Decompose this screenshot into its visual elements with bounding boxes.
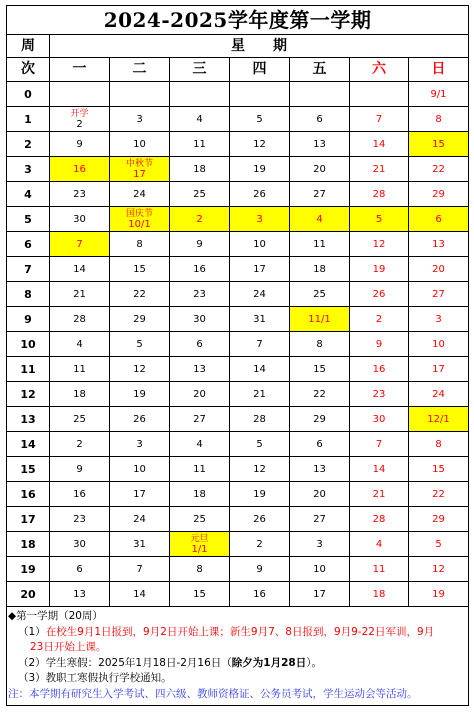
day-number: 1/1 bbox=[191, 543, 208, 555]
day-cell-sat: 2 bbox=[350, 307, 409, 332]
day-cell-sat: 18 bbox=[350, 582, 409, 607]
day-cell-thu: 21 bbox=[230, 382, 290, 407]
day-cell-sat: 14 bbox=[350, 132, 409, 157]
week-number: 11 bbox=[7, 357, 50, 382]
day-cell-tue: 14 bbox=[110, 582, 170, 607]
day-cell-thu: 3 bbox=[230, 207, 290, 232]
day-cell-thu: 28 bbox=[230, 407, 290, 432]
day-cell-tue: 26 bbox=[110, 407, 170, 432]
day-cell-fri: 6 bbox=[290, 107, 350, 132]
day-cell-mon: 13 bbox=[50, 582, 110, 607]
day-cell-wed: 13 bbox=[170, 357, 230, 382]
day-cell-sun: 5 bbox=[409, 532, 469, 557]
week-row bbox=[7, 182, 469, 207]
day-cell-sat: 23 bbox=[350, 382, 409, 407]
day-cell-tue: 10 bbox=[110, 457, 170, 482]
week-number: 9 bbox=[7, 307, 50, 332]
footnote: 注：本学期有研究生入学考试、四六级、教师资格证、公务员考试，学生运动会等活动。 bbox=[8, 687, 418, 700]
day-cell-tue: 3 bbox=[110, 432, 170, 457]
day-cell-sat: 11 bbox=[350, 557, 409, 582]
week-row bbox=[7, 82, 469, 107]
day-cell-sun: 22 bbox=[409, 157, 469, 182]
day-cell-wed: 30 bbox=[170, 307, 230, 332]
day-cell-sun: 12 bbox=[409, 557, 469, 582]
week-row bbox=[7, 532, 469, 557]
day-cell-sat: 16 bbox=[350, 357, 409, 382]
day-cell-fri bbox=[290, 82, 350, 107]
day-cell-sun: 6 bbox=[409, 207, 469, 232]
day-number: 17 bbox=[133, 168, 146, 180]
day-cell-sat: 7 bbox=[350, 432, 409, 457]
weekday-header: 星 期 bbox=[50, 35, 469, 58]
day-cell-mon: 4 bbox=[50, 332, 110, 357]
day-number: 2 bbox=[76, 118, 83, 130]
event-label: 国庆节 bbox=[125, 208, 153, 219]
week-row bbox=[7, 507, 469, 532]
day-cell-sat: 26 bbox=[350, 282, 409, 307]
day-cell-wed bbox=[170, 532, 230, 557]
week-number: 19 bbox=[7, 557, 50, 582]
day-cell-tue: 24 bbox=[110, 182, 170, 207]
day-cell-tue: 7 bbox=[110, 557, 170, 582]
day-cell-mon bbox=[50, 107, 110, 132]
day-cell-mon: 25 bbox=[50, 407, 110, 432]
day-cell-wed: 18 bbox=[170, 157, 230, 182]
day-cell-tue bbox=[110, 207, 170, 232]
day-cell-sun: 19 bbox=[409, 582, 469, 607]
day-cell-fri: 15 bbox=[290, 357, 350, 382]
day-cell-sat: 5 bbox=[350, 207, 409, 232]
week-row bbox=[7, 132, 469, 157]
day-cell-wed: 11 bbox=[170, 132, 230, 157]
day-cell-mon: 16 bbox=[50, 157, 110, 182]
day-cell-wed: 11 bbox=[170, 457, 230, 482]
notes-heading: ◆第一学期（20周） bbox=[8, 610, 103, 622]
day-cell-sat: 14 bbox=[350, 457, 409, 482]
day-header-tue: 二 bbox=[110, 58, 170, 82]
day-cell-mon: 30 bbox=[50, 207, 110, 232]
day-cell-tue bbox=[110, 82, 170, 107]
day-cell-mon: 6 bbox=[50, 557, 110, 582]
day-cell-mon: 2 bbox=[50, 432, 110, 457]
note-2-bold: 除夕为1月28日 bbox=[231, 656, 307, 669]
day-cell-sun: 8 bbox=[409, 107, 469, 132]
week-row bbox=[7, 107, 469, 132]
week-number: 20 bbox=[7, 582, 50, 607]
day-cell-sun: 8 bbox=[409, 432, 469, 457]
week-row bbox=[7, 307, 469, 332]
week-number: 3 bbox=[7, 157, 50, 182]
week-number: 10 bbox=[7, 332, 50, 357]
day-cell-wed: 18 bbox=[170, 482, 230, 507]
calendar-title: 2024-2025学年度第一学期 bbox=[7, 6, 469, 35]
day-cell-wed: 27 bbox=[170, 407, 230, 432]
week-row bbox=[7, 357, 469, 382]
week-number: 2 bbox=[7, 132, 50, 157]
day-cell-wed: 16 bbox=[170, 257, 230, 282]
day-cell-thu: 9 bbox=[230, 557, 290, 582]
day-cell-wed: 15 bbox=[170, 582, 230, 607]
day-cell-mon: 21 bbox=[50, 282, 110, 307]
week-row bbox=[7, 482, 469, 507]
week-number: 6 bbox=[7, 232, 50, 257]
day-cell-mon: 9 bbox=[50, 132, 110, 157]
day-cell-sun: 9/1 bbox=[409, 82, 469, 107]
week-row bbox=[7, 457, 469, 482]
calendar-sheet bbox=[6, 5, 468, 706]
week-row bbox=[7, 382, 469, 407]
note-2-prefix: （2）学生寒假：2025年1月18日-2月16日（ bbox=[18, 656, 232, 669]
day-cell-fri: 13 bbox=[290, 132, 350, 157]
note-1-text: 在校生9月1日报到，9月2日开始上课；新生9月7、8日报到，9月9-22日军训，9月 bbox=[45, 625, 435, 638]
day-cell-thu: 2 bbox=[230, 532, 290, 557]
week-number: 5 bbox=[7, 207, 50, 232]
day-cell-sat: 19 bbox=[350, 257, 409, 282]
day-cell-mon: 23 bbox=[50, 182, 110, 207]
day-cell-sat: 9 bbox=[350, 332, 409, 357]
day-cell-thu bbox=[230, 82, 290, 107]
day-cell-thu: 5 bbox=[230, 107, 290, 132]
day-cell-mon: 18 bbox=[50, 382, 110, 407]
day-cell-sun: 17 bbox=[409, 357, 469, 382]
day-cell-wed: 23 bbox=[170, 282, 230, 307]
day-cell-tue: 8 bbox=[110, 232, 170, 257]
day-cell-wed: 25 bbox=[170, 507, 230, 532]
week-row bbox=[7, 232, 469, 257]
day-cell-tue: 17 bbox=[110, 482, 170, 507]
day-cell-wed bbox=[170, 82, 230, 107]
day-cell-sat bbox=[350, 82, 409, 107]
day-header-fri: 五 bbox=[290, 58, 350, 82]
day-cell-tue: 3 bbox=[110, 107, 170, 132]
day-cell-wed: 8 bbox=[170, 557, 230, 582]
day-cell-tue: 5 bbox=[110, 332, 170, 357]
week-header-bottom: 次 bbox=[7, 58, 50, 82]
day-cell-sat: 21 bbox=[350, 157, 409, 182]
note-2 bbox=[8, 656, 468, 672]
day-cell-tue: 12 bbox=[110, 357, 170, 382]
day-cell-wed: 20 bbox=[170, 382, 230, 407]
day-cell-fri: 6 bbox=[290, 432, 350, 457]
day-cell-fri: 11 bbox=[290, 232, 350, 257]
week-row bbox=[7, 282, 469, 307]
day-cell-thu: 7 bbox=[230, 332, 290, 357]
day-cell-fri: 27 bbox=[290, 507, 350, 532]
week-number: 12 bbox=[7, 382, 50, 407]
day-header-wed: 三 bbox=[170, 58, 230, 82]
day-cell-mon: 14 bbox=[50, 257, 110, 282]
day-cell-fri: 20 bbox=[290, 157, 350, 182]
day-cell-fri: 10 bbox=[290, 557, 350, 582]
day-cell-fri: 22 bbox=[290, 382, 350, 407]
day-header-mon: 一 bbox=[50, 58, 110, 82]
event-label: 开学 bbox=[70, 108, 89, 119]
day-cell-fri: 20 bbox=[290, 482, 350, 507]
day-cell-wed: 9 bbox=[170, 232, 230, 257]
day-cell-tue: 10 bbox=[110, 132, 170, 157]
day-cell-fri: 11/1 bbox=[290, 307, 350, 332]
week-row bbox=[7, 257, 469, 282]
day-header-sat: 六 bbox=[350, 58, 409, 82]
day-cell-thu: 5 bbox=[230, 432, 290, 457]
day-cell-fri: 4 bbox=[290, 207, 350, 232]
day-cell-tue: 24 bbox=[110, 507, 170, 532]
note-2-suffix: ）。 bbox=[306, 656, 322, 669]
week-number: 17 bbox=[7, 507, 50, 532]
day-cell-sun: 15 bbox=[409, 457, 469, 482]
week-row bbox=[7, 557, 469, 582]
day-cell-fri: 25 bbox=[290, 282, 350, 307]
day-cell-fri: 3 bbox=[290, 532, 350, 557]
week-row bbox=[7, 582, 469, 607]
note-3: （3）教职工寒假执行学校通知。 bbox=[18, 672, 172, 684]
day-cell-wed: 2 bbox=[170, 207, 230, 232]
week-number: 15 bbox=[7, 457, 50, 482]
day-cell-wed: 25 bbox=[170, 182, 230, 207]
day-cell-sun: 15 bbox=[409, 132, 469, 157]
day-cell-sat: 28 bbox=[350, 507, 409, 532]
day-cell-mon: 9 bbox=[50, 457, 110, 482]
day-cell-wed: 4 bbox=[170, 107, 230, 132]
day-cell-sun: 29 bbox=[409, 182, 469, 207]
day-cell-fri: 18 bbox=[290, 257, 350, 282]
day-cell-tue: 31 bbox=[110, 532, 170, 557]
day-cell-sun: 27 bbox=[409, 282, 469, 307]
week-number: 1 bbox=[7, 107, 50, 132]
week-number: 16 bbox=[7, 482, 50, 507]
week-number: 4 bbox=[7, 182, 50, 207]
day-cell-sun: 10 bbox=[409, 332, 469, 357]
day-cell-sat: 28 bbox=[350, 182, 409, 207]
note-1 bbox=[8, 625, 468, 641]
day-cell-mon: 16 bbox=[50, 482, 110, 507]
week-number: 0 bbox=[7, 82, 50, 107]
week-number: 8 bbox=[7, 282, 50, 307]
day-cell-sun: 20 bbox=[409, 257, 469, 282]
day-cell-tue: 29 bbox=[110, 307, 170, 332]
day-cell-wed: 6 bbox=[170, 332, 230, 357]
week-row bbox=[7, 407, 469, 432]
calendar-table bbox=[6, 5, 469, 607]
day-number: 10/1 bbox=[128, 218, 151, 230]
notes-section bbox=[6, 607, 469, 706]
day-cell-thu: 17 bbox=[230, 257, 290, 282]
day-cell-thu: 19 bbox=[230, 157, 290, 182]
day-cell-sun: 24 bbox=[409, 382, 469, 407]
day-cell-thu: 19 bbox=[230, 482, 290, 507]
day-cell-thu: 26 bbox=[230, 182, 290, 207]
day-cell-thu: 12 bbox=[230, 457, 290, 482]
note-1-continued: 23日开始上课。 bbox=[30, 641, 107, 653]
week-number: 7 bbox=[7, 257, 50, 282]
week-number: 14 bbox=[7, 432, 50, 457]
day-header-sun: 日 bbox=[409, 58, 469, 82]
event-label: 中秋节 bbox=[125, 158, 153, 169]
day-cell-fri: 13 bbox=[290, 457, 350, 482]
day-cell-thu: 26 bbox=[230, 507, 290, 532]
event-label: 元旦 bbox=[190, 533, 209, 544]
week-row bbox=[7, 332, 469, 357]
day-cell-sun: 3 bbox=[409, 307, 469, 332]
day-cell-mon: 28 bbox=[50, 307, 110, 332]
day-cell-mon bbox=[50, 82, 110, 107]
day-cell-mon: 7 bbox=[50, 232, 110, 257]
day-cell-tue: 19 bbox=[110, 382, 170, 407]
day-cell-wed: 4 bbox=[170, 432, 230, 457]
week-row bbox=[7, 432, 469, 457]
day-cell-fri: 17 bbox=[290, 582, 350, 607]
day-cell-fri: 8 bbox=[290, 332, 350, 357]
day-cell-sun: 13 bbox=[409, 232, 469, 257]
day-cell-tue: 15 bbox=[110, 257, 170, 282]
day-cell-fri: 27 bbox=[290, 182, 350, 207]
day-cell-sun: 29 bbox=[409, 507, 469, 532]
day-cell-sat: 12 bbox=[350, 232, 409, 257]
day-cell-thu: 31 bbox=[230, 307, 290, 332]
day-cell-sat: 7 bbox=[350, 107, 409, 132]
day-cell-sat: 4 bbox=[350, 532, 409, 557]
day-cell-mon: 30 bbox=[50, 532, 110, 557]
day-cell-tue: 22 bbox=[110, 282, 170, 307]
note-1-prefix: （1） bbox=[18, 625, 46, 638]
day-cell-sun: 22 bbox=[409, 482, 469, 507]
day-cell-thu: 10 bbox=[230, 232, 290, 257]
day-cell-sat: 21 bbox=[350, 482, 409, 507]
day-cell-sun: 12/1 bbox=[409, 407, 469, 432]
day-cell-thu: 14 bbox=[230, 357, 290, 382]
day-cell-mon: 11 bbox=[50, 357, 110, 382]
day-cell-thu: 12 bbox=[230, 132, 290, 157]
day-cell-sat: 30 bbox=[350, 407, 409, 432]
week-row bbox=[7, 207, 469, 232]
day-header-thu: 四 bbox=[230, 58, 290, 82]
week-number: 13 bbox=[7, 407, 50, 432]
week-number: 18 bbox=[7, 532, 50, 557]
week-row bbox=[7, 157, 469, 182]
day-cell-thu: 24 bbox=[230, 282, 290, 307]
day-cell-mon: 23 bbox=[50, 507, 110, 532]
day-cell-thu: 16 bbox=[230, 582, 290, 607]
day-cell-fri: 29 bbox=[290, 407, 350, 432]
day-cell-tue bbox=[110, 157, 170, 182]
week-header-top: 周 bbox=[7, 35, 50, 58]
